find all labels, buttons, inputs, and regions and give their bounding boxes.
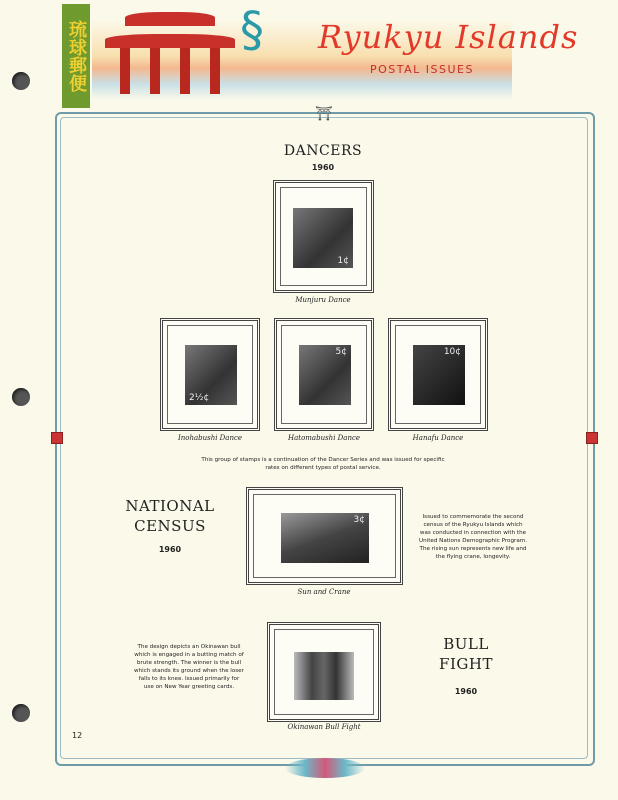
stamp-okinawan-bull-fight (294, 652, 354, 700)
dancers-title: DANCERS (283, 143, 363, 159)
dancers-note: This group of stamps is a continuation of the Dancer Series and was issued for specific rates on different types of postal service. (201, 457, 445, 471)
stamp-mount (246, 487, 403, 585)
census-note: Issued to commemorate the second census of the Ryukyu Islands which was conducted in connection with the United Nations Demographic Program. The rising sun represents new life and the flying crane, longevity. (419, 514, 527, 560)
pagoda-ornament: ⛩ (315, 106, 333, 122)
stamp-value: 5¢ (335, 347, 347, 357)
bull-note: The design depicts an Okinawan bull which is engaged in a butting match of brute strength. The winner is the bull which stands its ground when the loser falls to its knee. Issued primarily for use on New Year greeting cards. (134, 644, 244, 690)
stamp-inohabushi-dance (185, 345, 237, 405)
census-year: 1960 (158, 545, 182, 554)
stamp-caption: Hatomabushi Dance (287, 434, 361, 442)
stamp-mount (267, 622, 381, 722)
stamp-sun-and-crane (281, 513, 369, 563)
binder-hole (12, 388, 30, 406)
stamp-value: 1¢ (337, 256, 349, 266)
binder-hole (12, 704, 30, 722)
census-title-line1: NATIONAL (125, 497, 215, 515)
border-ornament (51, 432, 63, 444)
bull-year: 1960 (454, 687, 478, 696)
page-number: 12 (72, 731, 83, 740)
stamp-value: 3¢ (353, 515, 365, 525)
bull-title-line2: FIGHT (439, 655, 493, 673)
stamp-value: 2½¢ (189, 393, 210, 403)
stamp-caption: Munjuru Dance (295, 296, 351, 304)
bottom-dragon-ornament (285, 758, 365, 778)
stamp-value: 10¢ (443, 347, 461, 357)
stamp-caption: Hanafu Dance (412, 434, 464, 442)
stamp-mount (273, 180, 374, 293)
stamp-mount (388, 318, 488, 431)
chinese-title: 琉球郵便 (62, 4, 90, 108)
stamp-munjuru-dance (293, 208, 353, 268)
dancers-year: 1960 (311, 163, 335, 172)
dragon-illustration: § (240, 2, 264, 58)
border-ornament (586, 432, 598, 444)
header-subtitle: POSTAL ISSUES (370, 63, 474, 76)
binder-hole (12, 72, 30, 90)
bull-title-line1: BULL (443, 635, 489, 653)
stamp-mount (160, 318, 260, 431)
stamp-hatomabushi-dance (299, 345, 351, 405)
header-title: Ryukyu Islands (318, 18, 579, 56)
stamp-hanafu-dance (413, 345, 465, 405)
census-title-line2: CENSUS (134, 517, 206, 535)
stamp-mount (274, 318, 374, 431)
shureimon-gate-illustration (105, 12, 235, 94)
stamp-caption: Okinawan Bull Fight (287, 723, 361, 731)
stamp-caption: Inohabushi Dance (177, 434, 243, 442)
stamp-caption: Sun and Crane (297, 588, 351, 596)
